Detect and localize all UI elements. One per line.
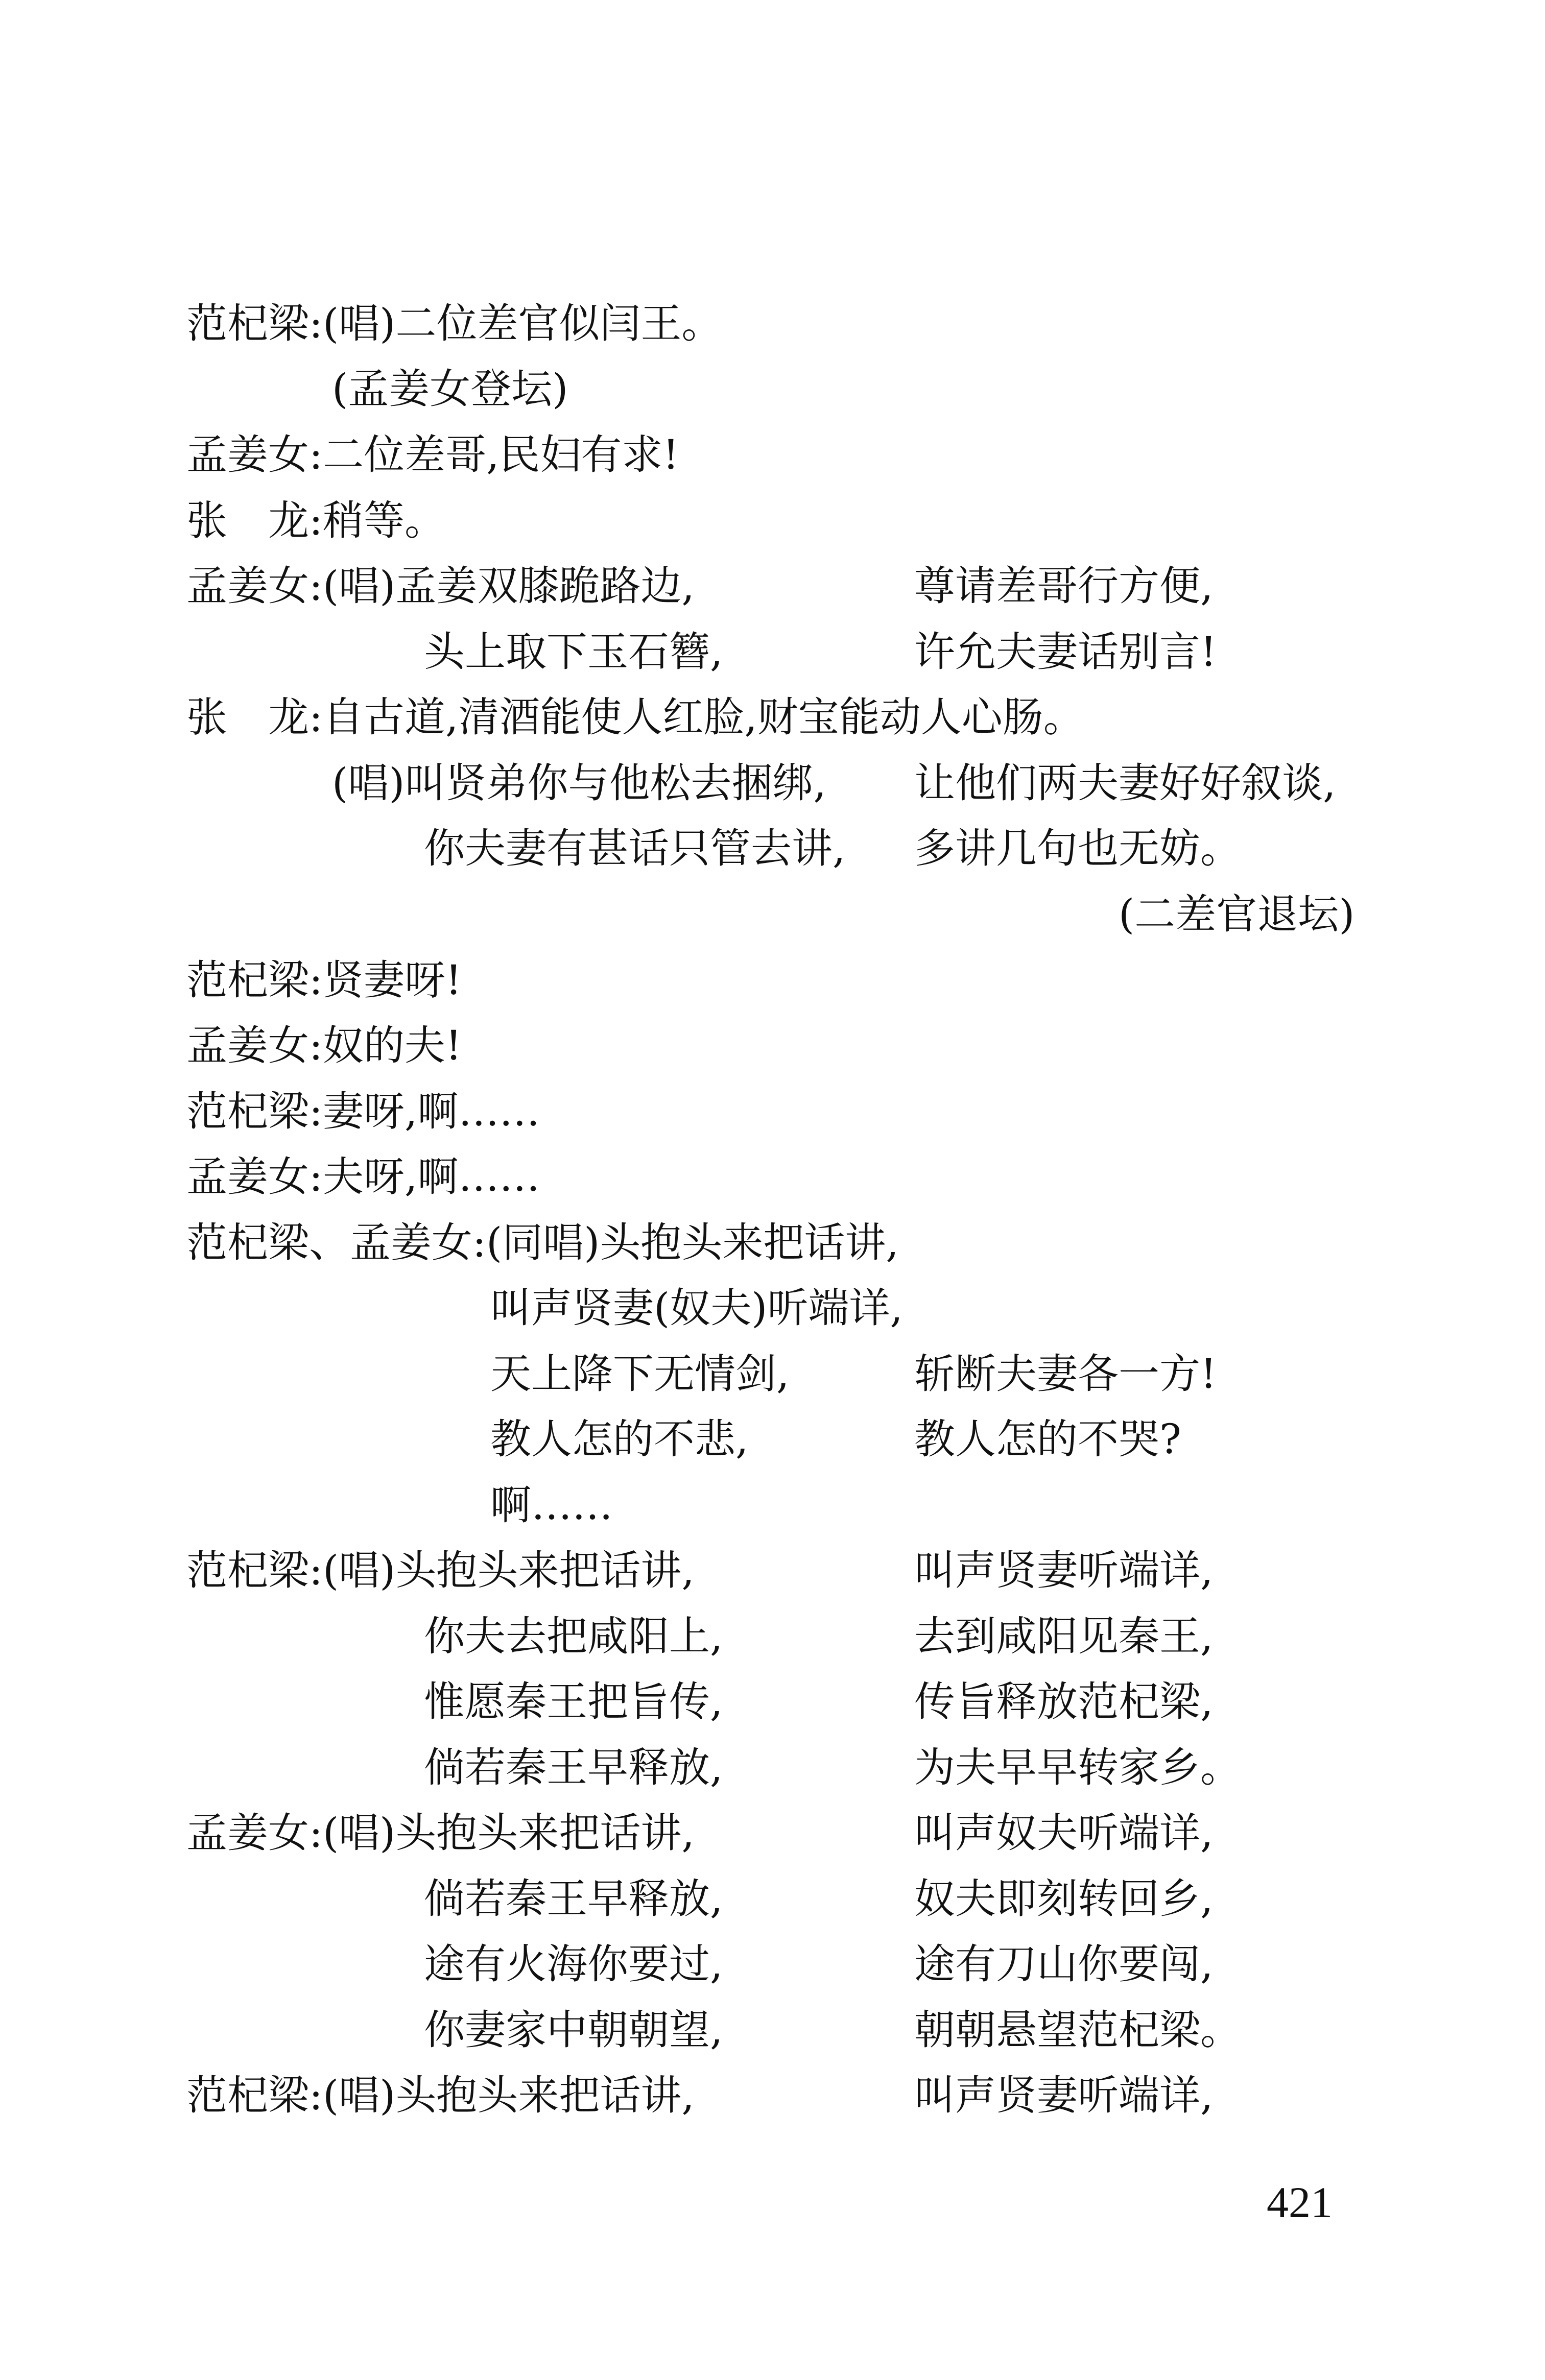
script-line-right: 让他们两夫妻好好叙谈, (914, 759, 1336, 807)
script-line-right: 叫声贤妻听端详, (914, 1547, 1214, 1594)
script-line: 你夫去把咸阳上, (424, 1613, 723, 1660)
script-line: 孟姜女:奴的夫! (186, 1022, 462, 1069)
script-line: 你妻家中朝朝望, (424, 2006, 723, 2054)
script-line: 孟姜女:(唱)孟姜双膝跪路边, (186, 562, 695, 610)
stage-direction: (孟姜女登坛) (332, 365, 568, 413)
script-line: 范杞梁、孟姜女:(同唱)头抱头来把话讲, (186, 1219, 899, 1266)
script-line: 范杞梁:妻呀,啊…… (186, 1088, 540, 1135)
script-line: 范杞梁:(唱)二位差官似闫王。 (186, 300, 723, 347)
script-line-right: 叫声贤妻听端详, (914, 2072, 1214, 2119)
script-line: 范杞梁:(唱)头抱头来把话讲, (186, 2072, 695, 2119)
script-line: 张 龙:自古道,清酒能使人红脸,财宝能动人心肠。 (186, 693, 1084, 741)
script-line: 孟姜女:二位差哥,民妇有求! (186, 431, 679, 478)
script-line: 教人怎的不悲, (490, 1415, 749, 1463)
script-line: 惟愿秦王把旨传, (424, 1678, 723, 1725)
script-line: 范杞梁:贤妻呀! (186, 956, 462, 1004)
script-line-right: 许允夫妻话别言! (914, 628, 1217, 676)
script-line: (唱)叫贤弟你与他松去捆绑, (332, 759, 826, 807)
script-line: 张 龙:稍等。 (186, 497, 445, 544)
script-line: 孟姜女:(唱)头抱头来把话讲, (186, 1809, 695, 1857)
script-line-right: 朝朝悬望范杞梁。 (914, 2006, 1241, 2054)
script-line-right: 奴夫即刻转回乡, (914, 1875, 1214, 1922)
script-line: 叫声贤妻(奴夫)听端详, (490, 1284, 903, 1332)
script-line: 孟姜女:夫呀,啊…… (186, 1153, 540, 1200)
script-line: 天上降下无情剑, (490, 1350, 790, 1398)
script-line-right: 尊请差哥行方便, (914, 562, 1214, 610)
script-line: 啊…… (490, 1481, 613, 1529)
script-line-right: 多讲几句也无妨。 (914, 825, 1241, 872)
script-line-right: 叫声奴夫听端详, (914, 1809, 1214, 1857)
script-line-right: 途有刀山你要闯, (914, 1940, 1214, 1988)
script-line-right: 为夫早早转家乡。 (914, 1744, 1241, 1791)
script-line-right: 教人怎的不哭? (914, 1415, 1181, 1463)
script-line: 你夫妻有甚话只管去讲, (424, 825, 846, 872)
script-line-right: 传旨释放范杞梁, (914, 1678, 1214, 1725)
script-line: 倘若秦王早释放, (424, 1744, 723, 1791)
page-number: 421 (1267, 2178, 1333, 2227)
script-line: 范杞梁:(唱)头抱头来把话讲, (186, 1547, 695, 1594)
script-line: 途有火海你要过, (424, 1940, 723, 1988)
script-line-right: 斩断夫妻各一方! (914, 1350, 1217, 1398)
stage-direction: (二差官退坛) (1119, 891, 1355, 938)
script-line: 倘若秦王早释放, (424, 1875, 723, 1922)
script-line-right: 去到咸阳见秦王, (914, 1613, 1214, 1660)
script-line: 头上取下玉石簪, (424, 628, 723, 676)
